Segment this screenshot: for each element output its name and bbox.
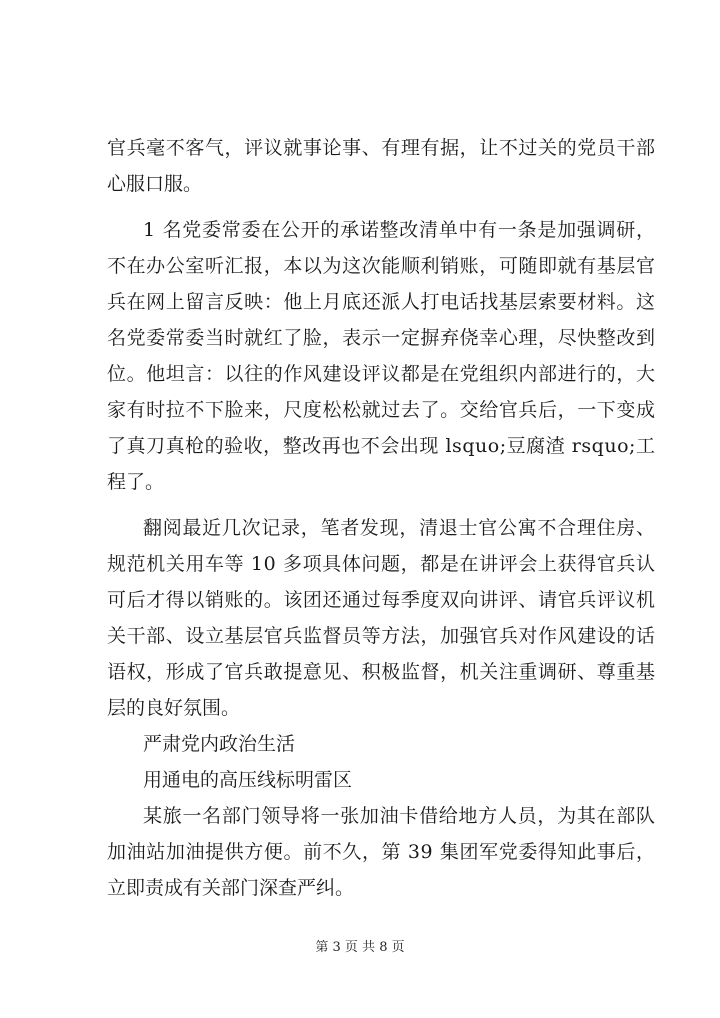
text-line-content: 官兵毫不客气，评议就事论事、有理有据，让不过关的党员干部 — [107, 137, 656, 159]
text-line — [0, 762, 720, 798]
text-line-content: 规范机关用车等 10 多项具体问题，都是在讲评会上获得官兵认 — [107, 553, 656, 575]
text-line — [0, 166, 720, 202]
text-line-content: 语权，形成了官兵敢提意见、积极监督，机关注重调研、尊重基 — [107, 661, 656, 683]
text-line-content: 严肃党内政治生活 — [143, 733, 296, 755]
text-line — [0, 248, 720, 284]
text-line — [0, 212, 720, 248]
text-line-content: 1 名党委常委在公开的承诺整改清单中有一条是加强调研， — [143, 219, 656, 241]
text-line — [0, 428, 720, 464]
text-line — [0, 726, 720, 762]
text-line — [0, 510, 720, 546]
text-line-content: 用通电的高压线标明雷区 — [143, 769, 353, 791]
text-line — [0, 284, 720, 320]
text-line — [0, 834, 720, 870]
text-line — [0, 798, 720, 834]
text-line — [0, 690, 720, 726]
text-line — [0, 582, 720, 618]
text-line — [0, 546, 720, 582]
text-line-content: 家有时拉不下脸来，尺度松松就过去了。交给官兵后，一下变成 — [107, 399, 656, 421]
text-line-content: 程了。 — [107, 471, 165, 493]
text-line — [0, 130, 720, 166]
text-line — [0, 356, 720, 392]
text-line-content: 层的良好氛围。 — [107, 697, 241, 719]
text-line-content: 可后才得以销账的。该团还通过每季度双向讲评、请官兵评议机 — [107, 589, 656, 611]
text-line-content: 位。他坦言：以往的作风建设评议都是在党组织内部进行的，大 — [107, 363, 656, 385]
text-line — [0, 618, 720, 654]
text-line-content: 立即责成有关部门深查严纠。 — [107, 877, 355, 899]
text-line-content: 某旅一名部门领导将一张加油卡借给地方人员，为其在部队 — [143, 805, 656, 827]
text-line-content: 加油站加油提供方便。前不久，第 39 集团军党委得知此事后， — [107, 841, 656, 863]
text-line-content: 关干部、设立基层官兵监督员等方法，加强官兵对作风建设的话 — [107, 625, 656, 647]
text-line — [0, 870, 720, 906]
text-line-content: 翻阅最近几次记录，笔者发现，清退士官公寓不合理住房、 — [143, 517, 656, 539]
text-line — [0, 320, 720, 356]
text-line-content: 了真刀真枪的验收，整改再也不会出现 lsquo;豆腐渣 rsquo;工 — [107, 435, 656, 457]
text-line-content: 不在办公室听汇报，本以为这次能顺利销账，可随即就有基层官 — [107, 255, 656, 277]
text-line — [0, 464, 720, 500]
text-line-content: 名党委常委当时就红了脸，表示一定摒弃侥幸心理，尽快整改到 — [107, 327, 656, 349]
text-line — [0, 392, 720, 428]
text-line-content: 兵在网上留言反映：他上月底还派人打电话找基层索要材料。这 — [107, 291, 656, 313]
page-footer: 第 3 页 共 8 页 — [315, 940, 405, 955]
text-line — [0, 654, 720, 690]
text-line-content: 心服口服。 — [107, 173, 203, 195]
